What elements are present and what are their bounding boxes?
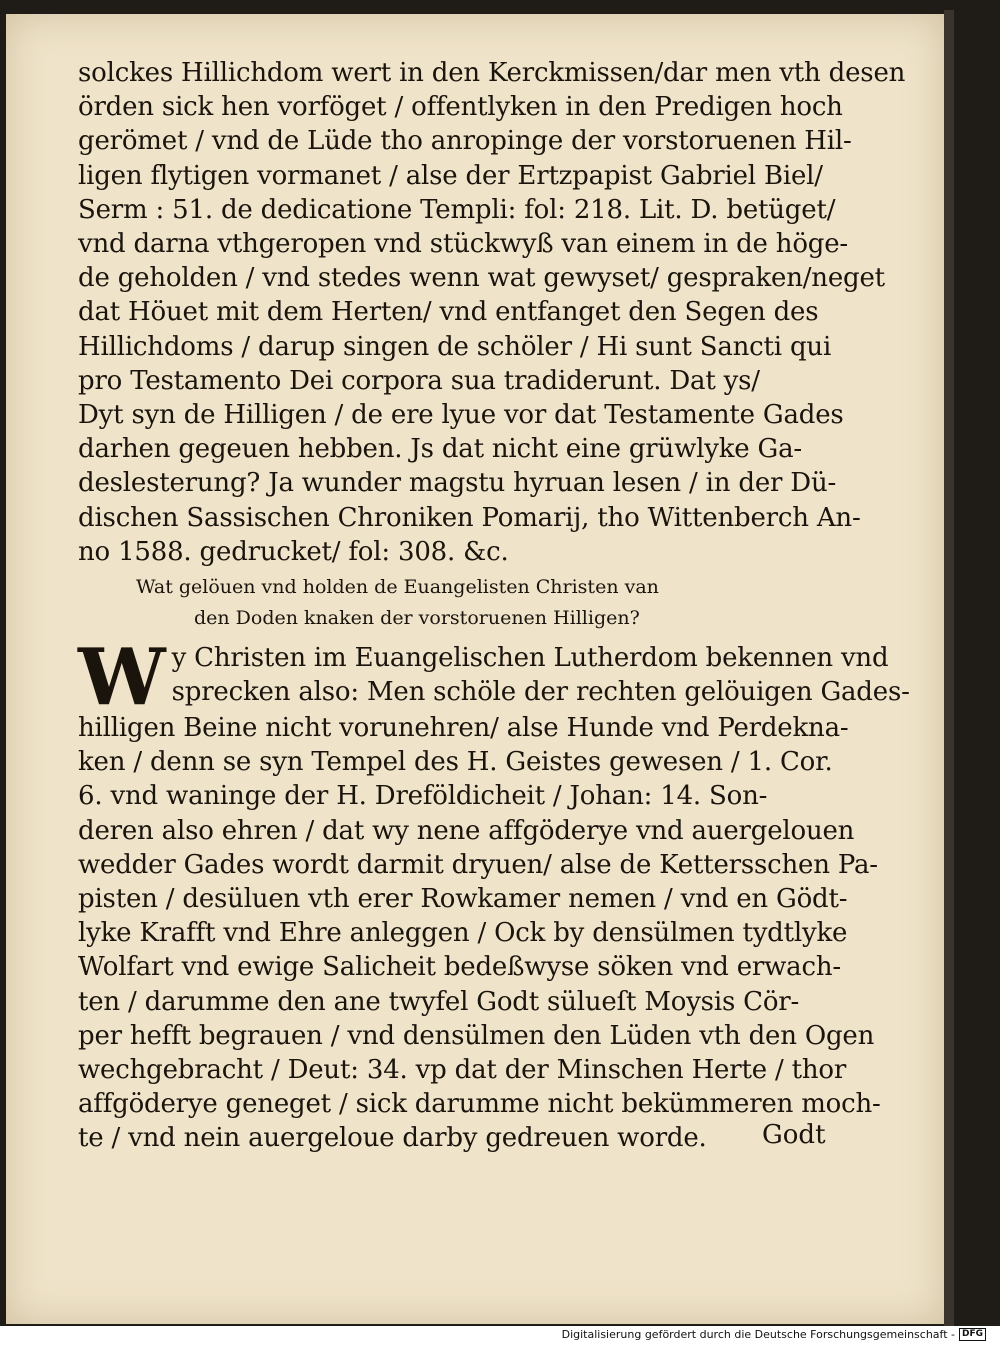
text-line: sprecken also: Men schöle der rechten gelöuigen Gades-: [171, 677, 910, 708]
text-line: gerömet / vnd de Lüde tho anropinge der vorstoruenen Hil-: [78, 126, 852, 157]
text-line: y Christen im Euangelischen Lutherdom bekennen vnd: [171, 643, 889, 674]
text-line: 6. vnd waninge der H. Dreföldicheit / Johan: 14. Son-: [78, 781, 768, 812]
text-line: ten / darumme den ane twyfel Godt sülueſt Moysis Cör-: [78, 986, 800, 1017]
text-line: solckes Hillichdom wert in den Kerckmissen/dar men vth desen: [78, 58, 906, 88]
text-line: Hillichdoms / darup singen de schöler / Hi sunt Sancti qui: [78, 331, 832, 362]
text-line: wechgebracht / Deut: 34. vp dat der Minschen Herte / thor: [78, 1055, 847, 1086]
text-line: ligen flytigen vormanet / alse der Ertzpapist Gabriel Biel/: [78, 160, 823, 191]
text-line: affgöderye geneget / sick darumme nicht bekümmeren moch-: [78, 1089, 881, 1120]
text-line: pro Testamento Dei corpora sua tradiderunt. Dat ys/: [78, 365, 760, 396]
text-line: dischen Sassischen Chroniken Pomarij, tho Wittenberch An-: [78, 502, 861, 533]
text-line: Serm : 51. de dedicatione Templi: fol: 218. Lit. D. betüget/: [78, 194, 836, 225]
text-line: pisten / desüluen vth erer Rowkamer nemen / vnd en Gödt-: [78, 884, 848, 915]
text-line: no 1588. gedrucket/ fol: 308. &c.: [78, 536, 509, 567]
text-line: te / vnd nein auergeloue darby gedreuen worde.: [78, 1123, 707, 1154]
text-line: Dyt syn de Hilligen / de ere lyue vor dat Testamente Gades: [78, 400, 844, 431]
page-edge: [944, 10, 954, 1326]
page-text: [78, 56, 910, 1156]
text-line: deslesterung? Ja wunder magstu hyruan lesen / in der Dü-: [78, 468, 837, 499]
text-line: per hefft begrauen / vnd densülmen den Lüden vth den Ogen: [78, 1020, 875, 1051]
text-line: deren also ehren / dat wy nene affgöderye vnd auergelouen: [78, 815, 855, 846]
text-line: Wolfart vnd ewige Salicheit bedeßwyse söken vnd erwach-: [78, 952, 841, 983]
section-heading-line: Wat gelöuen vnd holden de Euangelisten Christen van: [136, 576, 659, 599]
text-line: vnd darna vthgeropen vnd stückwyß van einem in de höge-: [78, 229, 849, 260]
dfg-logo-icon: DFG: [959, 1328, 986, 1341]
text-line: ken / denn se syn Tempel des H. Geistes gewesen / 1. Cor.: [78, 747, 833, 778]
text-line: wedder Gades wordt darmit dryuen/ alse de Kettersschen Pa-: [78, 849, 878, 880]
text-line: darhen gegeuen hebben. Js dat nicht eine grüwlyke Ga-: [78, 434, 803, 465]
drop-cap: W: [78, 632, 166, 724]
text-line: örden sick hen vorföget / offentlyken in den Predigen hoch: [78, 92, 843, 123]
footer-text: Digitalisierung gefördert durch die Deutsche Forschungsgemeinschaft -: [561, 1328, 955, 1341]
text-line: hilligen Beine nicht vorunehren/ alse Hunde vnd Perdekna-: [78, 713, 849, 744]
paragraph-2: [78, 632, 910, 1156]
text-line: dat Höuet mit dem Herten/ vnd entfanget den Segen des: [78, 297, 819, 328]
paragraph-1: [78, 56, 906, 569]
funding-footer: [562, 1328, 986, 1341]
catchword: Godt: [762, 1120, 826, 1150]
section-heading-line: den Doden knaken der vorstoruenen Hilligen?: [194, 607, 640, 630]
text-line: de geholden / vnd stedes wenn wat gewyset/ gespraken/neget: [78, 263, 885, 294]
text-line: lyke Krafft vnd Ehre anleggen / Ock by densülmen tydtlyke: [78, 918, 848, 949]
